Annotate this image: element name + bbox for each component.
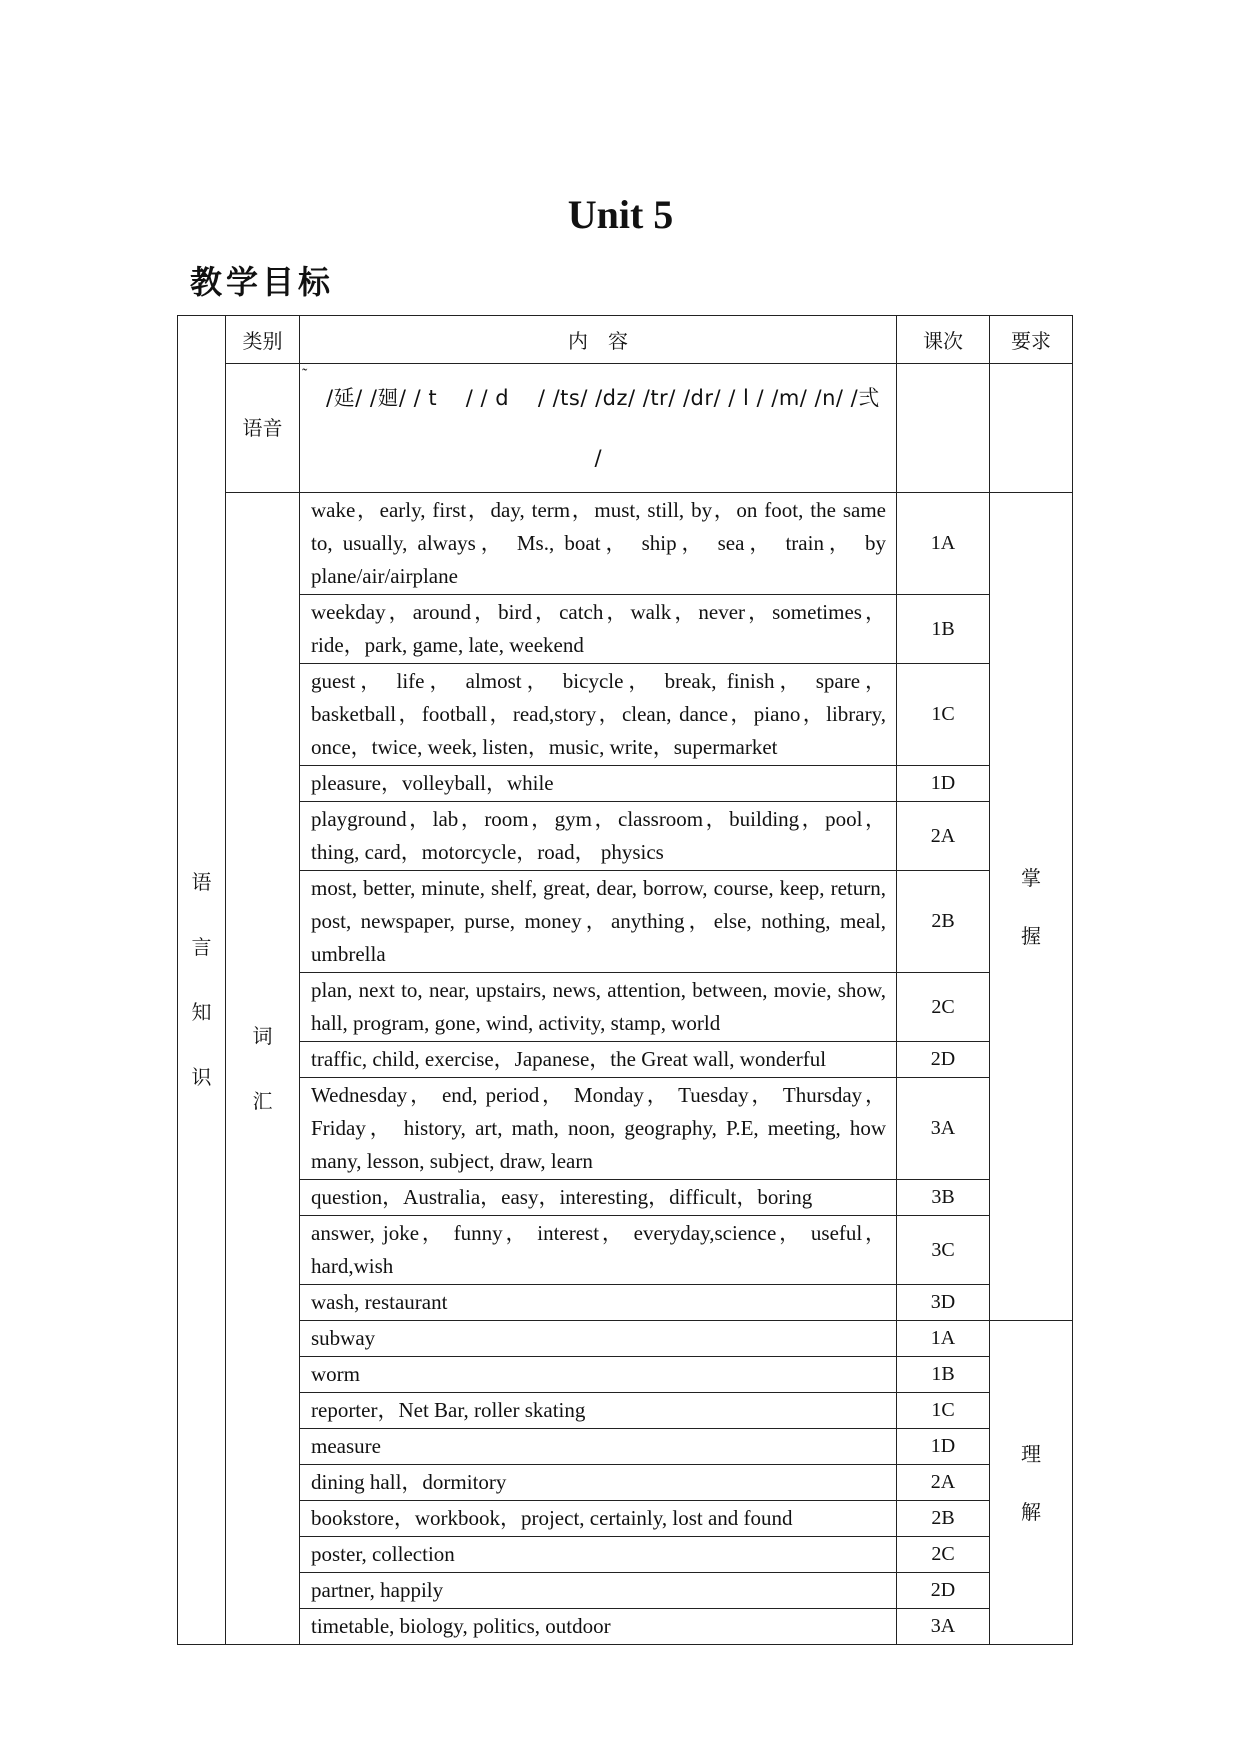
vocab-content: partner, happily	[300, 1573, 897, 1609]
table-row	[178, 493, 1073, 595]
table-row	[178, 1573, 1073, 1609]
header-row	[178, 316, 1073, 364]
requirement-char: 理	[1021, 1441, 1041, 1466]
requirement-master	[990, 493, 1073, 1321]
category-vocabulary	[226, 493, 300, 1645]
vocab-content: reporter，Net Bar, roller skating	[300, 1393, 897, 1429]
header-content: 内 容	[300, 316, 897, 364]
lesson-code: 1D	[897, 1429, 990, 1465]
lesson-code: 2C	[897, 1537, 990, 1573]
vocab-content: worm	[300, 1357, 897, 1393]
col1-char: 言	[191, 935, 212, 959]
lesson-code: 3A	[897, 1078, 990, 1180]
vocab-content: poster, collection	[300, 1537, 897, 1573]
requirement-char: 掌	[1021, 865, 1041, 890]
table-row	[178, 1357, 1073, 1393]
phonetics-row	[178, 364, 1073, 493]
vocab-content: timetable, biology, politics, outdoor	[300, 1609, 897, 1645]
table-row	[178, 802, 1073, 871]
vocab-content: pleasure，volleyball，while	[300, 766, 897, 802]
table-row	[178, 973, 1073, 1042]
phonetics-mark: ˜	[302, 366, 308, 383]
requirement-char: 解	[1021, 1499, 1041, 1524]
requirement-char: 握	[1021, 923, 1041, 948]
section-title: 教学目标	[190, 263, 335, 301]
vocab-content: playground，lab，room，gym，classroom，building，pool，thing, card，motorcycle，road， physics	[300, 802, 897, 871]
phonetics-requirement	[990, 364, 1073, 493]
table-row	[178, 871, 1073, 973]
table-row	[178, 1321, 1073, 1357]
vocab-content: measure	[300, 1429, 897, 1465]
table-row	[178, 1501, 1073, 1537]
header-requirement: 要求	[990, 316, 1073, 364]
table-row	[178, 1465, 1073, 1501]
lesson-code: 2B	[897, 871, 990, 973]
vocab-content: question，Australia，easy，interesting，difficult，boring	[300, 1180, 897, 1216]
vocab-content: traffic, child, exercise，Japanese，the Great wall, wonderful	[300, 1042, 897, 1078]
lesson-code: 1C	[897, 1393, 990, 1429]
header-category: 类别	[226, 316, 300, 364]
col1-char: 知	[191, 1000, 212, 1024]
phonetics-content	[300, 364, 897, 493]
table-row	[178, 1609, 1073, 1645]
lesson-code: 1B	[897, 595, 990, 664]
lesson-code: 3A	[897, 1609, 990, 1645]
table-row	[178, 1537, 1073, 1573]
vocab-content: Wednesday， end, period， Monday， Tuesday， Thursday， Friday， history, art, math, noon, geography, P.E, meeting, how many, lesson, subject, draw, learn	[300, 1078, 897, 1180]
table-row	[178, 766, 1073, 802]
vocab-content: dining hall，dormitory	[300, 1465, 897, 1501]
table-row	[178, 1216, 1073, 1285]
lesson-code: 1A	[897, 1321, 990, 1357]
table-row	[178, 664, 1073, 766]
lesson-code: 1D	[897, 766, 990, 802]
lesson-code: 2A	[897, 1465, 990, 1501]
table-row	[178, 1285, 1073, 1321]
col1-char: 语	[191, 870, 212, 894]
vocab-char: 汇	[252, 1088, 273, 1113]
lesson-code: 3D	[897, 1285, 990, 1321]
category-language-knowledge	[178, 316, 226, 1645]
vocab-content: answer, joke， funny， interest， everyday,science， useful， hard,wish	[300, 1216, 897, 1285]
header-lesson: 课次	[897, 316, 990, 364]
lesson-code: 2C	[897, 973, 990, 1042]
lesson-code: 2A	[897, 802, 990, 871]
vocab-content: subway	[300, 1321, 897, 1357]
phonetics-line: /	[594, 446, 602, 470]
table-row	[178, 1078, 1073, 1180]
table-row	[178, 1042, 1073, 1078]
lesson-code: 1C	[897, 664, 990, 766]
table-row	[178, 1180, 1073, 1216]
vocab-content: wake，early, first，day, term，must, still, by，on foot, the same to, usually, always， Ms., boat， ship， sea， train， by plane/air/airplane	[300, 493, 897, 595]
teaching-goals-table	[177, 315, 1073, 1645]
lesson-code: 1A	[897, 493, 990, 595]
table-row	[178, 1429, 1073, 1465]
lesson-code: 3B	[897, 1180, 990, 1216]
vocab-content: weekday，around，bird，catch，walk，never，sometimes，ride，park, game, late, weekend	[300, 595, 897, 664]
vocab-content: plan, next to, near, upstairs, news, attention, between, movie, show, hall, program, gone, wind, activity, stamp, world	[300, 973, 897, 1042]
vocab-content: most, better, minute, shelf, great, dear, borrow, course, keep, return, post, newspaper, purse, money，anything，else, nothing, meal, umbrella	[300, 871, 897, 973]
lesson-code: 3C	[897, 1216, 990, 1285]
lesson-code: 1B	[897, 1357, 990, 1393]
requirement-understand	[990, 1321, 1073, 1645]
phonetics-category: 语音	[226, 364, 300, 493]
phonetics-lesson	[897, 364, 990, 493]
lesson-code: 2B	[897, 1501, 990, 1537]
vocab-char: 词	[252, 1023, 273, 1048]
table-row	[178, 595, 1073, 664]
lesson-code: 2D	[897, 1042, 990, 1078]
vocab-content: bookstore，workbook，project, certainly, lost and found	[300, 1501, 897, 1537]
table-row	[178, 1393, 1073, 1429]
phonetics-line: /延/ /廻/ / t / / d / /ts/ /dz/ /tr/ /dr/ / l / /m/ /n/ /弍	[326, 386, 880, 410]
lesson-code: 2D	[897, 1573, 990, 1609]
col1-char: 识	[191, 1065, 212, 1089]
vocab-content: guest， life， almost， bicycle， break, finish， spare， basketball，football，read,story，clean, dance，piano，library, once，twice, week, listen，music, write，supermarket	[300, 664, 897, 766]
vocab-content: wash, restaurant	[300, 1285, 897, 1321]
document-title: Unit 5	[567, 192, 674, 237]
